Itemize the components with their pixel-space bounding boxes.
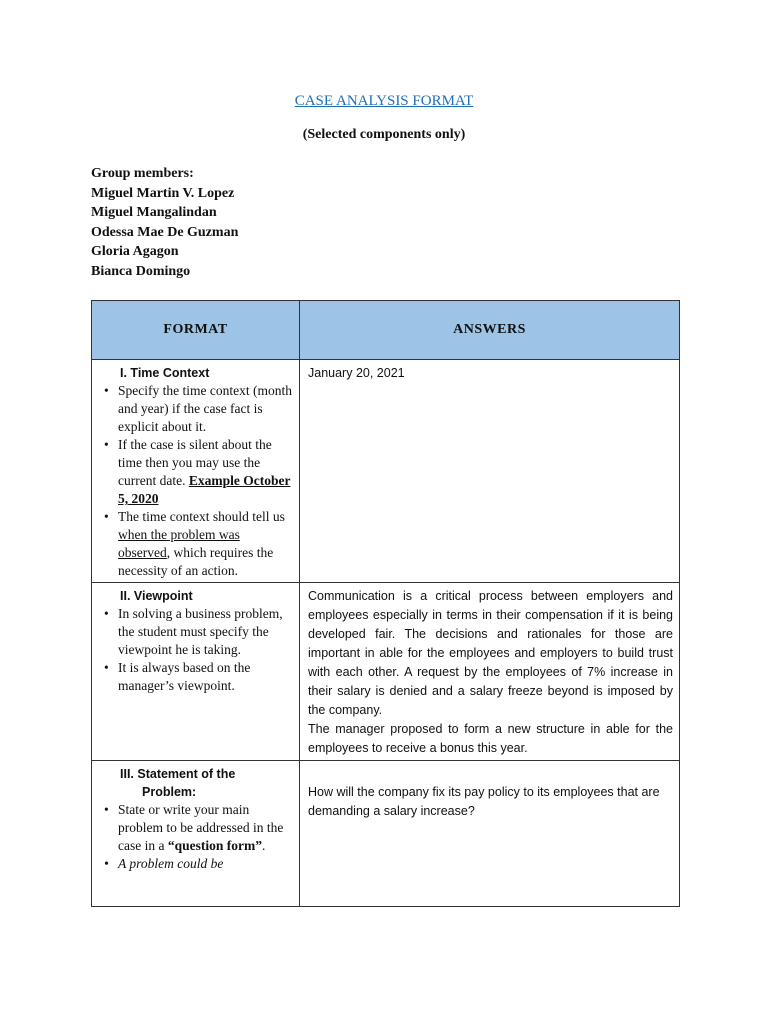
- case-analysis-table: [91, 300, 680, 907]
- underlined-phrase: when the problem was observed: [118, 527, 240, 560]
- section-title: I. Time Context: [120, 366, 210, 380]
- bullet-item: • A problem could be: [118, 855, 293, 873]
- answer-text: Communication is a critical process between employers and employees especially in terms in their compensation if it is being developed fair. The decisions and rationales for those are important in able for the employees and employers to build trust with each other. A request by the employees of 7% increase in their salary is denied and a salary freeze beyond is imposed by the company.: [308, 589, 673, 717]
- format-cell-viewpoint: [92, 583, 300, 761]
- member-name: Bianca Domingo: [91, 263, 191, 279]
- table-row: [92, 360, 680, 583]
- answer-text: The manager proposed to form a new structure in able for the employees to receive a bonus this year.: [308, 722, 673, 755]
- bullet-list: [100, 801, 293, 873]
- bullet-item: • It is always based on the manager’s viewpoint.: [118, 659, 293, 695]
- document-subtitle: (Selected components only): [302, 127, 466, 142]
- bullet-list: [100, 382, 293, 580]
- member-name: Gloria Agagon: [91, 244, 179, 259]
- bullet-item: • Specify the time context (month and year) if the case fact is explicit about it.: [118, 382, 293, 436]
- group-members: [91, 164, 238, 281]
- section-title: Problem:: [142, 785, 197, 799]
- bullet-item: [118, 801, 293, 855]
- bullet-item: [118, 436, 293, 508]
- bullet-text: The time context should tell us: [118, 509, 285, 524]
- bullet-item: [118, 508, 293, 580]
- bullet-text: , which requires the necessity of an action.: [118, 545, 274, 578]
- answer-cell-time-context: [300, 360, 680, 583]
- example-date: Example October 5, 2020: [118, 473, 291, 506]
- member-name: Miguel Martin V. Lopez: [91, 185, 235, 201]
- answer-cell-viewpoint: [300, 583, 680, 761]
- bullet-text: .: [261, 838, 266, 853]
- table-header-row: [92, 301, 680, 360]
- answer-cell-problem: [300, 761, 680, 907]
- format-header: FORMAT: [92, 301, 300, 360]
- bullet-text: State or write your main problem to be addressed in the case in a: [118, 802, 284, 853]
- table-row: [92, 761, 680, 907]
- emphasis-text: “question form”: [167, 838, 262, 853]
- answer-text: How will the company fix its pay policy to its employees that are demanding a salary increase?: [308, 785, 660, 818]
- table-row: [92, 583, 680, 761]
- format-cell-problem: [92, 761, 300, 907]
- document-title: CASE ANALYSIS FORMAT: [294, 93, 474, 109]
- section-title: II. Viewpoint: [120, 589, 193, 603]
- bullet-item: • In solving a business problem, the student must specify the viewpoint he is taking.: [118, 605, 293, 659]
- answer-text: January 20, 2021: [308, 366, 405, 380]
- bullet-text: If the case is silent about the time then you may use the current date.: [118, 437, 272, 488]
- answers-header: ANSWERS: [300, 301, 680, 360]
- member-name: Odessa Mae De Guzman: [91, 224, 239, 240]
- members-label: Group members:: [91, 166, 194, 181]
- member-name: Miguel Mangalindan: [91, 205, 217, 220]
- bullet-list: [100, 605, 293, 695]
- format-cell-time-context: [92, 360, 300, 583]
- section-title: III. Statement of the: [120, 767, 236, 781]
